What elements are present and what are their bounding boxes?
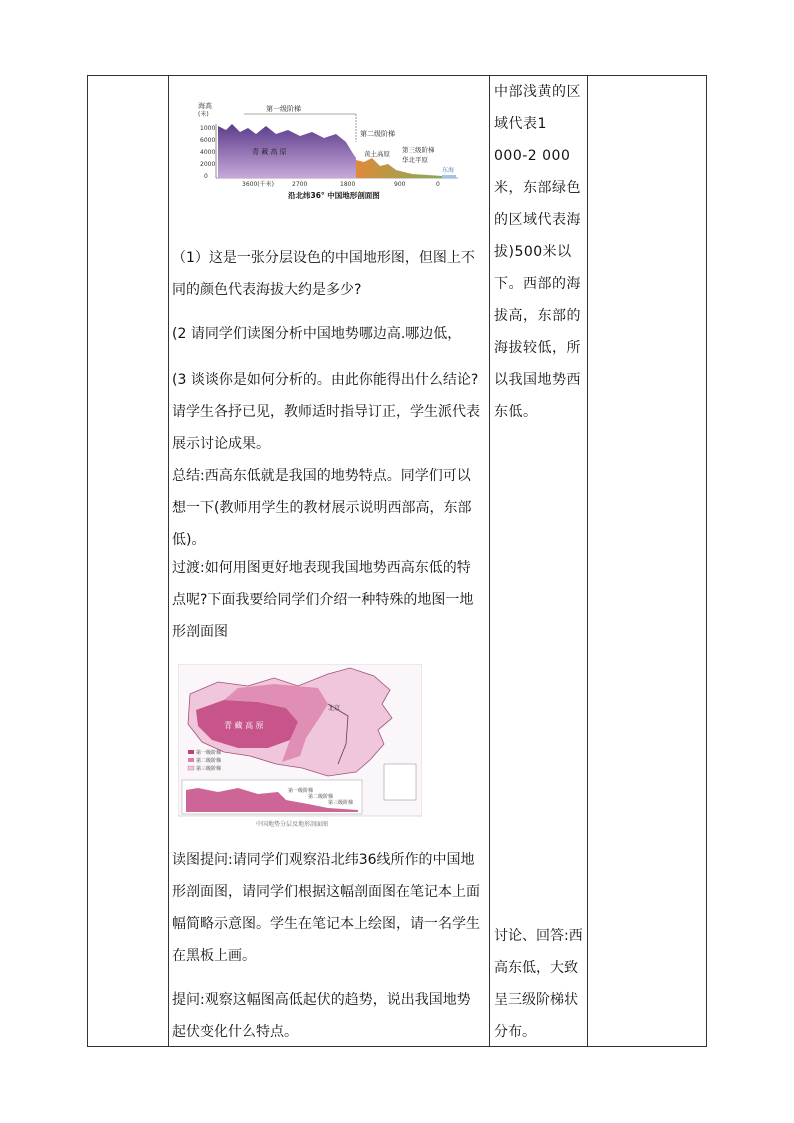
- student-answer-1: 中部浅黄的区域代表1 000-2 000米，东部绿色的区域代表海拔)500米以下。西部的海拔高，东部的海拔较低，所以我国地势西东低。: [494, 84, 581, 420]
- column-divider: [489, 76, 490, 1046]
- legend-swatch: [188, 758, 194, 762]
- column-divider: [168, 76, 169, 1046]
- profile-ylabel: 海高: [198, 102, 212, 110]
- profile-ytick: 0: [204, 173, 208, 180]
- legend-item: 第一级阶梯: [196, 750, 222, 756]
- profile-ytick: 6000: [200, 137, 216, 144]
- mini-profile-label: 第三级阶梯: [328, 800, 354, 806]
- profile-ytick: 1000: [200, 125, 216, 132]
- profile-yunit: (米): [198, 111, 209, 118]
- transition-paragraph: 过渡:如何用图更好地表现我国地势西高东低的特点呢?下面我要给同学们介绍一种特殊的地图一地形剖面图: [172, 560, 474, 640]
- south-sea-inset: [384, 764, 416, 800]
- sea-area: [442, 175, 456, 178]
- beijing-label: 北京: [328, 705, 341, 712]
- profile-xtick: 900: [394, 181, 406, 188]
- profile-xtick: 0: [436, 181, 440, 188]
- step1-label: 第一级阶梯: [266, 105, 301, 113]
- profile-caption: 沿北纬36° 中国地形剖面图: [288, 191, 380, 200]
- question-3: (3 谈谈你是如何分析的。由此你能得出什么结论?请学生各抒已见，教师适时指导订正，学生派代表展示讨论成果。: [172, 372, 480, 452]
- reading-question: 读图提问:请同学们观察沿北纬36线所作的中国地形剖面图，请同学们根据这幅剖面图在笔记本上面幅简略示意图。学生在笔记本上绘图，请一名学生在黑板上画。: [172, 852, 480, 964]
- legend-swatch: [188, 766, 194, 770]
- profile-xtick: 1800: [340, 181, 356, 188]
- sea-label: 东海: [442, 167, 455, 174]
- loess-profile: [356, 158, 442, 178]
- profile-ytick: 2000: [200, 161, 216, 168]
- legend-item: 第三级阶梯: [196, 766, 222, 772]
- question-1: （1）这是一张分层设色的中国地形图，但图上不同的颜色代表海拔大约是多少?: [172, 250, 475, 298]
- region2-label: 黄土高原: [364, 150, 390, 158]
- qingzang-label: 青 藏 高 原: [224, 721, 264, 730]
- map-caption: 中国地势分层及地形剖面图: [256, 821, 329, 828]
- legend-item: 第二级阶梯: [196, 758, 222, 764]
- summary-paragraph: 总结:西高东低就是我国的地势特点。同学们可以想一下(教师用学生的教材展示说明西部高，东部低)。: [172, 468, 472, 548]
- column-divider: [587, 76, 588, 1046]
- terrain-profile-figure: [196, 96, 466, 208]
- mini-profile-label: 第一级阶梯: [288, 788, 314, 794]
- region3-label: 华北平原: [402, 156, 428, 164]
- china-terrain-map-figure: [178, 664, 422, 830]
- profile-ytick: 4000: [200, 149, 216, 156]
- profile-xtick: 3600(千米): [242, 181, 274, 188]
- region1-label: 青 藏 高 原: [252, 148, 287, 156]
- plateau-profile: [218, 124, 356, 178]
- final-question: 提问:观察这幅图高低起伏的趋势，说出我国地势起伏变化什么特点。: [172, 992, 471, 1040]
- student-answer-2: 讨论、回答:西高东低，大致呈三级阶梯状分布。: [494, 928, 583, 1040]
- step3-label: 第三级阶梯: [402, 146, 435, 154]
- question-2: (2 请同学们读图分析中国地势哪边高.哪边低，: [172, 326, 462, 342]
- step2-label: 第二级阶梯: [360, 130, 395, 138]
- mini-profile-label: 第二级阶梯: [308, 794, 334, 800]
- profile-xtick: 2700: [292, 181, 308, 188]
- legend-swatch: [188, 750, 194, 754]
